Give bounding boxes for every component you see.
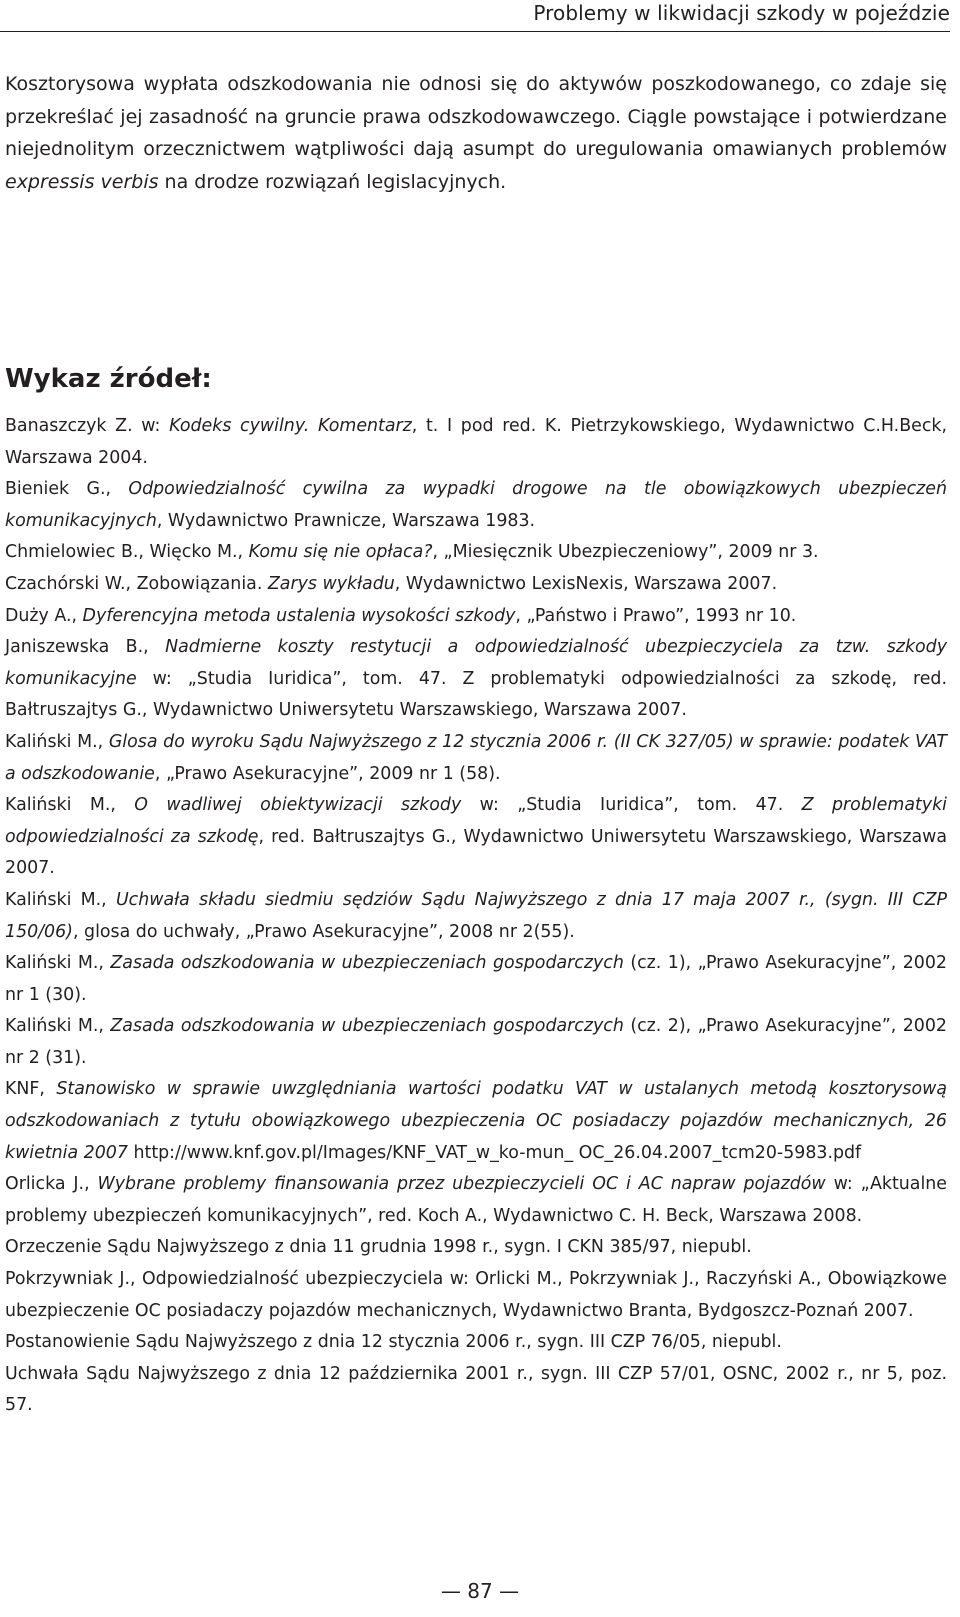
bibliography-entry-title: O wadliwej obiektywizacji szkody	[134, 795, 462, 816]
bibliography-entry-title: Uchwała składu siedmiu sędziów Sądu Najwyższego z dnia 17 maja 2007 r., (sygn. III CZP 150/06)	[5, 889, 947, 942]
bibliography-entry-text: Chmielowiec B., Więcko M.,	[5, 542, 249, 563]
bibliography-entry	[5, 1169, 947, 1232]
bibliography-entry-text: Czachórski W., Zobowiązania.	[5, 573, 268, 594]
bibliography-entry-text: Duży A.,	[5, 605, 83, 626]
bibliography-entry	[5, 948, 947, 1011]
bibliography-entry-text: , glosa do uchwały, „Prawo Asekuracyjne”, 2008 nr 2(55).	[72, 921, 575, 942]
bibliography-entry-text: w: „Studia Iuridica”, tom. 47.	[461, 795, 802, 816]
bibliography-entry-text: w: „Aktualne problemy ubezpieczeń komunikacyjnych”, red. Koch A., Wydawnictwo C. H. Beck, Warszawa 2008.	[5, 1174, 948, 1226]
running-header: Problemy w likwidacji szkody w pojeździe	[533, 1, 950, 25]
bibliography-entry-text: Uchwała Sądu Najwyższego z dnia 12 października 2001 r., sygn. III CZP 57/01, OSNC, 2002 r., nr 5, poz. 57.	[5, 1363, 947, 1416]
bibliography-entry	[5, 1232, 947, 1264]
bibliography-entry	[5, 727, 947, 790]
bibliography-entry-title: Wybrane problemy finansowania przez ubezpieczycieli OC i AC napraw pojazdów	[97, 1174, 826, 1195]
body-text-start: Kosztorysowa wypłata odszkodowania nie odnosi się do aktywów poszkodowanego, co zdaje się przekreślać jej zasadność na gruncie prawa odszkodowawczego. Ciągle powstające i potwierdzane niejednolitym orzecznictwem wątpliwości dają asumpt do uregulowania omawianych problemów	[5, 73, 947, 160]
bibliography-entry-text: Kaliński M.,	[5, 889, 116, 910]
bibliography-entry-text: , „Miesięcznik Ubezpieczeniowy”, 2009 nr 3.	[432, 542, 819, 563]
bibliography-entry	[5, 1264, 947, 1327]
body-text-italic: expressis verbis	[5, 170, 159, 193]
bibliography-entry-text: (cz. 2), „Prawo Asekuracyjne”, 2002 nr 2 (31).	[5, 1016, 947, 1068]
header-rule	[0, 31, 950, 32]
bibliography-entry-text: Kaliński M.,	[5, 953, 111, 974]
bibliography-entry	[5, 411, 947, 474]
bibliography-entry-text: (cz. 1), „Prawo Asekuracyjne”, 2002 nr 1 (30).	[5, 953, 947, 1005]
bibliography-entry	[5, 885, 947, 948]
bibliography-entry-text: Orlicka J.,	[5, 1174, 98, 1195]
bibliography-entry-text: , „Prawo Asekuracyjne”, 2009 nr 1 (58).	[154, 763, 501, 784]
bibliography-entry	[5, 1359, 947, 1422]
bibliography-entry-title: Zasada odszkodowania w ubezpieczeniach gospodarczych	[110, 1016, 624, 1037]
page-number: — 87 —	[440, 1579, 520, 1603]
bibliography-entry-text: Banaszczyk Z. w:	[5, 416, 170, 436]
bibliography-entry	[5, 1074, 947, 1169]
bibliography-entry	[5, 537, 947, 569]
bibliography-entry-text: http://www.knf.gov.pl/Images/KNF_VAT_w_ko-mun_ OC_26.04.2007_tcm20-5983.pdf	[127, 1142, 862, 1163]
bibliography-entry-text: Kaliński M.,	[5, 731, 109, 752]
bibliography-entry-title: Zarys wykładu	[267, 573, 395, 594]
bibliography-entry-text: Pokrzywniak J., Odpowiedzialność ubezpieczyciela w: Orlicki M., Pokrzywniak J., Raczyński A., Obowiązkowe ubezpieczenie OC posiadaczy pojazdów mechanicznych, Wydawnictwo Branta, Bydgoszcz-Poznań 2007.	[5, 1269, 947, 1321]
bibliography-entry-title: Komu się nie opłaca?	[248, 542, 433, 563]
body-paragraph	[5, 68, 947, 198]
bibliography-entry-text: Bieniek G.,	[5, 479, 129, 500]
bibliography-entry-title: Z problematyki odpowiedzialności za szkodę	[5, 795, 947, 847]
bibliography-entry-text: , t. I pod red. K. Pietrzykowskiego, Wydawnictwo C.H.Beck, Warszawa 2004.	[5, 416, 947, 468]
bibliography-entry-text: Postanowienie Sądu Najwyższego z dnia 12 stycznia 2006 r., sygn. III CZP 76/05, niepubl.	[5, 1332, 782, 1353]
bibliography-entry-text: Janiszewska B.,	[5, 637, 166, 658]
bibliography-entry	[5, 569, 947, 601]
bibliography-entry-text: w: „Studia Iuridica”, tom. 47. Z problematyki odpowiedzialności za szkodę, red. Bałtruszajtys G., Wydawnictwo Uniwersytetu Warszawskiego, Warszawa 2007.	[5, 668, 947, 721]
bibliography-entry	[5, 790, 947, 885]
body-text-end: na drodze rozwiązań legislacyjnych.	[158, 170, 507, 193]
bibliography-entry-text: , red. Bałtruszajtys G., Wydawnictwo Uniwersytetu Warszawskiego, Warszawa 2007.	[5, 826, 947, 879]
bibliography-entry	[5, 1327, 947, 1359]
bibliography-entry	[5, 632, 947, 727]
bibliography-entry	[5, 1011, 947, 1074]
bibliography-entry-text: KNF,	[5, 1079, 57, 1100]
bibliography-entry-text: Kaliński M.,	[5, 1016, 111, 1037]
bibliography-entry-title: Glosa do wyroku Sądu Najwyższego z 12 stycznia 2006 r. (II CK 327/05) w sprawie: podatek VAT a odszkodowanie	[5, 731, 947, 784]
bibliography-entry	[5, 601, 947, 633]
bibliography-entry-text: , Wydawnictwo Prawnicze, Warszawa 1983.	[156, 510, 536, 531]
bibliography-entry-title: Nadmierne koszty restytucji a odpowiedzialność ubezpieczyciela za tzw. szkody komunikacyjne	[5, 637, 948, 689]
bibliography-entry-text: Kaliński M.,	[5, 795, 135, 816]
bibliography-entry-title: Dyferencyjna metoda ustalenia wysokości szkody	[82, 605, 516, 626]
bibliography-entry-title: Stanowisko w sprawie uwzględniania wartości podatku VAT w ustalanych metodą kosztorysową odszkodowaniach z tytułu obowiązkowego ubezpieczenia OC posiadaczy pojazdów mechanicznych, 26 kwietnia 2007	[5, 1079, 947, 1163]
bibliography-entry-text: , „Państwo i Prawo”, 1993 nr 10.	[515, 605, 797, 626]
bibliography-entry	[5, 474, 947, 537]
bibliography-entry-text: Orzeczenie Sądu Najwyższego z dnia 11 grudnia 1998 r., sygn. I CKN 385/97, niepubl.	[5, 1237, 752, 1258]
section-title: Wykaz źródeł:	[5, 364, 212, 394]
bibliography-entry-title: Kodeks cywilny. Komentarz	[169, 416, 412, 436]
bibliography-list	[5, 411, 947, 1422]
bibliography-entry-text: , Wydawnictwo LexisNexis, Warszawa 2007.	[394, 573, 778, 594]
bibliography-entry-title: Odpowiedzialność cywilna za wypadki drogowe na tle obowiązkowych ubezpieczeń komunikacyjnych	[5, 479, 947, 531]
bibliography-entry-title: Zasada odszkodowania w ubezpieczeniach gospodarczych	[110, 953, 624, 974]
